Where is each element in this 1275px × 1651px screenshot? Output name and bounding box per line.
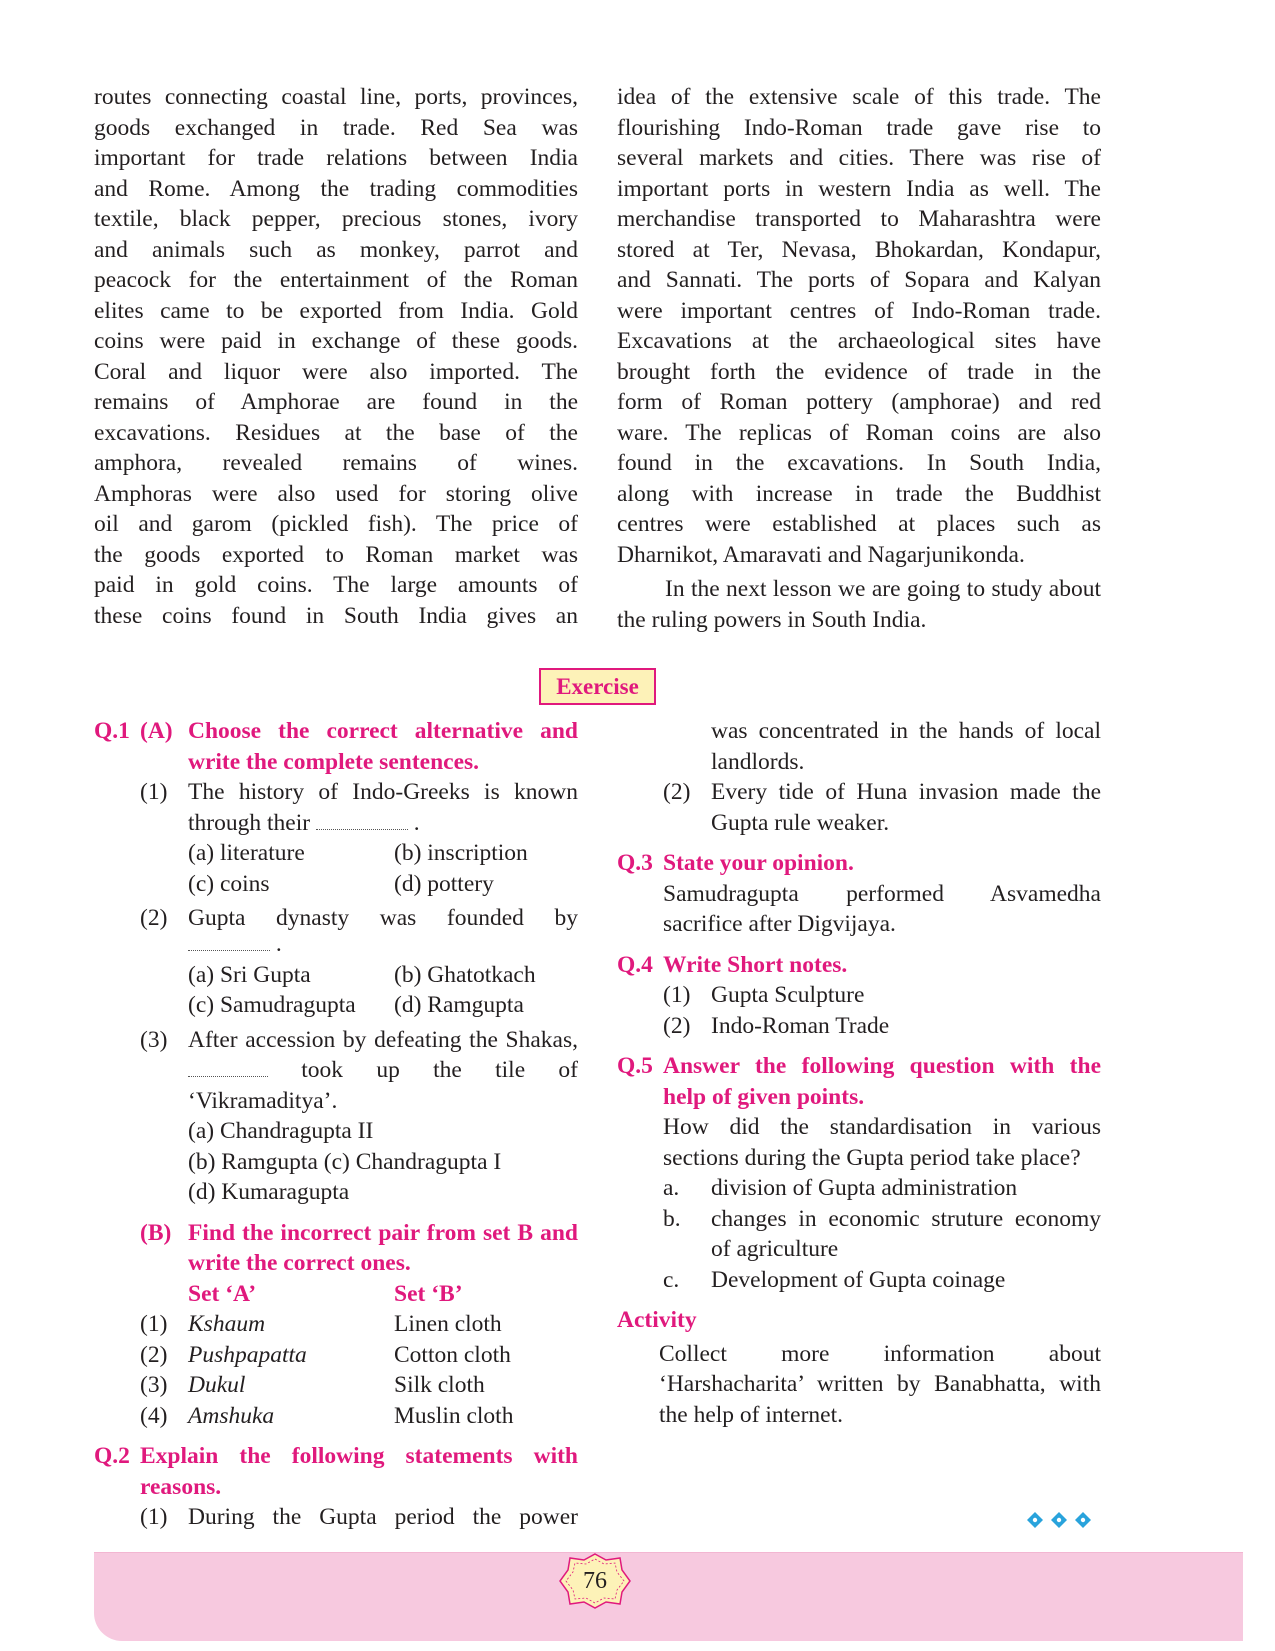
- text-line: form of Roman pottery (amphorae) and red: [617, 389, 1101, 415]
- text-line: Amphoras were also used for storing olive: [94, 480, 578, 507]
- q1-part-b-heading: [94, 1218, 578, 1279]
- activity-heading: Activity: [617, 1307, 697, 1333]
- q5-text: Answer the following question with the help of given points.: [663, 1053, 1101, 1110]
- q5-point-a-text: division of Gupta administration: [711, 1175, 1018, 1201]
- q1-item-1-end: .: [413, 809, 420, 836]
- option: (c) Samudragupta: [188, 992, 356, 1018]
- q2-item-1-text-continued: was concentrated in the hands of local landlords.: [711, 718, 1101, 775]
- pair-set-a: Amshuka: [188, 1402, 275, 1429]
- option: (b) Ghatotkach: [394, 961, 536, 988]
- blank-dotted-line: [188, 1058, 268, 1077]
- body-left-column: [94, 82, 578, 631]
- q3-number: Q.3: [617, 850, 653, 876]
- q4-item-1-number: (1): [663, 982, 691, 1008]
- q1-part-a-text: Choose the correct alternative and write the complete sentences.: [188, 718, 578, 775]
- set-b-header: Set ‘B’: [394, 1280, 463, 1307]
- footer-band: [94, 1553, 1243, 1641]
- pair-set-a: Pushpapatta: [188, 1341, 307, 1368]
- q1-part-b-text: Find the incorrect pair from set B and write the correct ones.: [188, 1219, 578, 1276]
- text-line: idea of the extensive scale of this trade. The: [617, 84, 1101, 110]
- q2-item-2: [617, 777, 1101, 838]
- q1-part-b-label: (B): [140, 1219, 172, 1246]
- q4-item-1: [617, 980, 1101, 1011]
- q2-item-2-number: (2): [663, 779, 691, 805]
- text-line: the goods exported to Roman market was: [94, 541, 578, 568]
- q1-item-2-options-row-1: [94, 960, 578, 991]
- q5-point-b: [617, 1204, 1101, 1265]
- text-line: stored at Ter, Nevasa, Bhokardan, Kondapur,: [617, 236, 1101, 263]
- text-line: Excavations at the archaeological sites have: [617, 328, 1101, 354]
- exercise-right-column: [617, 716, 1101, 1430]
- option: (d) Kumaragupta: [188, 1179, 350, 1205]
- q1-item-3-end: took up the tile of ‘Vikramaditya’.: [188, 1057, 578, 1114]
- q3-text: State your opinion.: [663, 850, 854, 876]
- text-line: brought forth the evidence of trade in the: [617, 358, 1101, 385]
- q1-item-2-blank: [94, 930, 578, 960]
- text-line: and animals such as monkey, parrot and: [94, 236, 578, 263]
- pair-set-b: Silk cloth: [394, 1372, 485, 1398]
- pair-row: [94, 1340, 578, 1371]
- exercise-left-column: [94, 716, 578, 1533]
- pair-set-a: Dukul: [188, 1372, 246, 1398]
- text-line: paid in gold coins. The large amounts of: [94, 572, 578, 598]
- q1-item-3-text: After accession by defeating the Shakas,: [188, 1026, 578, 1053]
- pair-set-b: Muslin cloth: [394, 1402, 514, 1429]
- q2-text: Explain the following statements with reasons.: [140, 1443, 578, 1500]
- q4-item-1-text: Gupta Sculpture: [711, 982, 865, 1008]
- option: (a) Sri Gupta: [188, 961, 311, 988]
- q1-item-2-end: .: [275, 930, 282, 957]
- q2-number: Q.2: [94, 1443, 130, 1469]
- option: (a) Chandragupta II: [188, 1118, 374, 1144]
- text-line: goods exchanged in trade. Red Sea was: [94, 114, 578, 141]
- pair-number: (4): [140, 1402, 168, 1429]
- q1-item-3: [94, 1025, 578, 1117]
- q5-point-a: [617, 1173, 1101, 1204]
- q1-item-1-options-row-2: [94, 869, 578, 900]
- text-line: important for trade relations between India: [94, 145, 578, 171]
- q1-part-a-label: (A): [140, 718, 173, 744]
- text-line: Dharnikot, Amaravati and Nagarjunikonda.: [617, 541, 1025, 568]
- text-line: elites came to be exported from India. Gold: [94, 297, 578, 324]
- q4-item-2-text: Indo-Roman Trade: [711, 1012, 890, 1039]
- text-line: important ports in western India as well. The: [617, 175, 1101, 202]
- text-line: textile, black pepper, precious stones, ivory: [94, 206, 578, 232]
- option: (b) inscription: [394, 840, 528, 866]
- q1-item-1-number: (1): [140, 779, 168, 805]
- text-line: remains of Amphorae are found in the: [94, 389, 578, 415]
- text-line: oil and garom (pickled fish). The price of: [94, 511, 578, 537]
- text-line: amphora, revealed remains of wines.: [94, 450, 578, 476]
- q4-text: Write Short notes.: [663, 951, 848, 978]
- pair-number: (3): [140, 1372, 168, 1398]
- q5-number: Q.5: [617, 1053, 653, 1079]
- q1-item-1-options-row-1: [94, 838, 578, 869]
- q1-item-1: [94, 777, 578, 838]
- q5-point-c-label: c.: [663, 1266, 680, 1293]
- pair-set-b: Cotton cloth: [394, 1341, 511, 1368]
- blank-dotted-line: [316, 811, 408, 830]
- blank-dotted-line: [188, 938, 270, 951]
- q1-item-3-number: (3): [140, 1026, 168, 1053]
- q1-item-2: [94, 903, 578, 934]
- q1-number: Q.1: [94, 718, 130, 744]
- text-line: flourishing Indo-Roman trade gave rise to: [617, 114, 1101, 141]
- text-line: ware. The replicas of Roman coins are also: [617, 419, 1101, 446]
- text-line: several markets and cities. There was rise of: [617, 145, 1101, 171]
- text-line: were important centres of Indo-Roman trade.: [617, 297, 1101, 324]
- q5-body: How did the standardisation in various sections during the Gupta period take place?: [663, 1114, 1101, 1171]
- q5-point-c: [617, 1265, 1101, 1296]
- q1-item-2-options-row-2: [94, 990, 578, 1021]
- body-right-lines: [617, 82, 1101, 570]
- option: (d) pottery: [394, 870, 494, 897]
- pair-row: [94, 1370, 578, 1401]
- q2-item-1: [94, 1502, 578, 1533]
- pair-number: (2): [140, 1341, 168, 1368]
- q3-body: Samudragupta performed Asvamedha sacrifice after Digvijaya.: [663, 880, 1101, 937]
- text-line: along with increase in trade the Buddhist: [617, 480, 1101, 507]
- set-headers: [94, 1279, 578, 1310]
- option: (b) Ramgupta (c) Chandragupta I: [188, 1148, 502, 1175]
- text-line: and Rome. Among the trading commodities: [94, 175, 578, 202]
- text-line: Coral and liquor were also imported. The: [94, 358, 578, 385]
- body-right-column: [617, 82, 1101, 635]
- q1-item-1-text: The history of Indo-Greeks is known through their: [188, 779, 578, 836]
- q2-item-1-number: (1): [140, 1504, 168, 1530]
- q5-point-a-label: a.: [663, 1175, 680, 1201]
- q5-point-b-text: changes in economic struture economy of agriculture: [711, 1205, 1101, 1262]
- q1-heading: [94, 716, 578, 777]
- text-line: these coins found in South India gives an: [94, 602, 578, 629]
- page-number: 76: [583, 1568, 607, 1594]
- q4-item-2-number: (2): [663, 1012, 691, 1039]
- text-line: coins were paid in exchange of these goods.: [94, 328, 578, 354]
- text-line: and Sannati. The ports of Sopara and Kalyan: [617, 267, 1101, 293]
- pair-row: [94, 1401, 578, 1432]
- option: (c) coins: [188, 870, 270, 897]
- q2-item-1-text-start: During the Gupta period the power: [188, 1504, 578, 1530]
- option: (a) literature: [188, 840, 305, 866]
- pair-row: [94, 1309, 578, 1340]
- text-line: centres were established at places such as: [617, 511, 1101, 537]
- text-line: excavations. Residues at the base of the: [94, 419, 578, 446]
- q2-heading: [94, 1441, 578, 1502]
- q4-item-2: [617, 1011, 1101, 1042]
- option: (d) Ramgupta: [394, 992, 524, 1018]
- q5-heading: [617, 1051, 1101, 1112]
- end-ornament-icon: [1023, 1508, 1095, 1534]
- pair-set-a: Kshaum: [188, 1311, 266, 1337]
- text-line: merchandise transported to Maharashtra were: [617, 206, 1101, 232]
- set-a-header: Set ‘A’: [188, 1280, 257, 1307]
- activity-body: Collect more information about ‘Harshacharita’ written by Banabhatta, with the help of internet.: [659, 1340, 1101, 1428]
- q4-heading: [617, 950, 1101, 981]
- closing-paragraph: In the next lesson we are going to study about the ruling powers in South India.: [617, 576, 1101, 633]
- pairs-list: [94, 1309, 578, 1431]
- pair-set-b: Linen cloth: [394, 1311, 502, 1337]
- text-line: routes connecting coastal line, ports, provinces,: [94, 84, 578, 110]
- text-line: peacock for the entertainment of the Roman: [94, 267, 578, 293]
- q5-point-b-label: b.: [663, 1205, 681, 1232]
- q2-item-2-text: Every tide of Huna invasion made the Gupta rule weaker.: [711, 779, 1101, 836]
- q5-point-c-text: Development of Gupta coinage: [711, 1266, 1006, 1293]
- exercise-heading: Exercise: [539, 668, 656, 705]
- q1-item-2-text: Gupta dynasty was founded by: [188, 905, 578, 931]
- text-line: found in the excavations. In South India,: [617, 450, 1101, 476]
- q1-item-2-number: (2): [140, 905, 168, 931]
- q4-number: Q.4: [617, 951, 653, 978]
- pair-number: (1): [140, 1311, 168, 1337]
- q3-heading: [617, 848, 1101, 879]
